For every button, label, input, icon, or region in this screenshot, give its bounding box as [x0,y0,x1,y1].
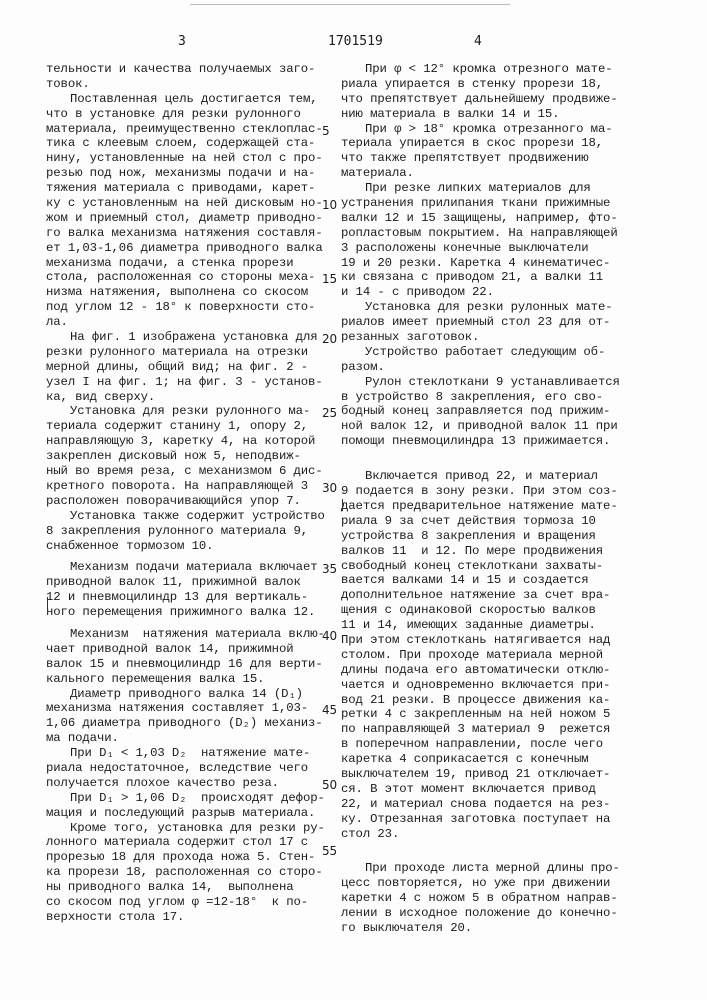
line-text: что также препятствует продвижению [341,151,589,165]
line-text: валок 15 и пневмоцилиндр 16 для верти- [46,657,323,671]
paragraph [341,345,631,375]
paragraph [46,509,336,554]
line-text: ся. В этот момент включается привод [341,782,596,796]
line-text: ку с установленным на ней дисковым но- [46,196,323,210]
text-line [46,375,336,390]
line-text: вается валками 14 и 15 и создается [341,573,589,587]
line-text: лонного материала содержит стол 17 с [46,835,308,849]
paragraph [46,560,336,620]
line-text: вод 21 резки. В процессе движения ка- [341,693,610,707]
line-text: мерной длины, общий вид; на фиг. 2 - [46,360,308,374]
paragraph [46,627,336,687]
text-line [341,484,631,499]
line-text: столом. При проходе материала мерной [341,648,603,662]
line-text: механизма натяжения составляет 1,03- [46,701,308,715]
text-line [341,315,631,330]
text-line [341,92,631,107]
text-line [46,345,336,360]
text-line [341,906,631,921]
text-line [46,701,336,716]
text-line [341,797,631,812]
text-line [46,835,336,850]
line-text: ропластовым покрытием. На направляющей [341,226,618,240]
line-text: ка, вид сверху. [46,390,155,404]
text-line [46,226,336,241]
text-line [341,752,631,767]
line-text: направляющую 3, каретку 4, на которой [46,434,315,448]
line-text: валков 11 и 12. По мере продвижения [341,544,603,558]
text-line [46,716,336,731]
line-text: лении в исходное положение до конечно- [341,906,618,920]
line-text: устранения прилипания ткани прижимные [341,196,610,210]
line-text: Механизм натяжения материала вклю- [70,627,325,641]
text-line [341,588,631,603]
line-text: ки связана с приводом 21, а валки 11 [341,270,603,284]
line-number-marker: 35 [322,562,337,577]
text-line [341,166,631,181]
text-line [341,891,631,906]
text-line [341,499,631,514]
text-line [46,390,336,405]
text-line [46,300,336,315]
paragraph [341,861,631,935]
margin-mark [342,499,343,511]
line-text: жом и приемный стол, диаметр приводно- [46,211,323,225]
text-line [341,782,631,797]
line-text: кретного поворота. На направляющей 3 [46,479,308,493]
paragraph [341,181,631,300]
text-line [46,404,336,419]
line-text: щения с одинаковой скоростью валков [341,603,596,617]
line-text: помощи пневмоцилиндра 13 прижимается. [341,434,610,448]
line-text: ной валок 12, и приводной валок 11 при [341,419,618,433]
line-text: в поперечном направлении, после чего [341,737,603,751]
line-number-marker: 20 [322,332,337,347]
text-line [341,345,631,360]
line-number-marker: 50 [322,778,337,793]
line-text: 9 подается в зону резки. При этом соз- [341,484,618,498]
text-line [46,92,336,107]
text-line [46,285,336,300]
line-text: стола, расположенная со стороны меха- [46,270,315,284]
text-line [341,136,631,151]
text-line [46,62,336,77]
text-line [46,880,336,895]
text-line [46,449,336,464]
text-line [341,77,631,92]
line-text: Поставленная цель достигается тем, [70,92,318,106]
text-line [341,300,631,315]
line-text: При этом стеклоткань натягивается над [341,633,610,647]
line-text: со скосом под углом φ =12-18° к по- [46,895,308,909]
line-text: длины подача его автоматически отклю- [341,663,610,677]
text-line [46,865,336,880]
right-text-column [341,62,631,936]
page-number-right: 4 [474,34,482,49]
line-text: материала. [341,166,414,180]
text-line [46,642,336,657]
text-line [46,136,336,151]
text-line [46,746,336,761]
text-line [341,390,631,405]
text-line [341,633,631,648]
line-text: чает приводной валок 14, прижимной [46,642,294,656]
line-text: бодный конец заправляется под прижим- [341,404,610,418]
line-text: При проходе листа мерной длины про- [365,861,620,875]
text-line [341,618,631,633]
line-text: каретки 4 с ножом 5 в обратном направ- [341,891,618,905]
text-line [341,573,631,588]
line-text: верхности стола 17. [46,910,184,924]
line-text: териала содержит станину 1, опору 2, [46,419,308,433]
text-line [341,648,631,663]
page-number-left: 3 [178,34,186,49]
line-text: резки рулонного материала на отрезки [46,345,308,359]
line-number-marker: 10 [322,198,337,213]
line-text: При φ > 18° кромка отрезанного ма- [365,122,613,136]
line-text: узел I на фиг. 1; на фиг. 3 - установ- [46,375,323,389]
line-number-marker: 45 [322,703,337,718]
text-line [341,693,631,708]
text-line [341,678,631,693]
paragraph [46,62,336,92]
line-text: тяжения материала с приводами, карет- [46,181,315,195]
text-line [341,529,631,544]
text-line [46,315,336,330]
text-line [46,560,336,575]
line-text: 12 и пневмоцилиндр 13 для вертикаль- [46,590,308,604]
line-number-marker: 5 [322,124,330,139]
text-line [341,226,631,241]
text-line [46,330,336,345]
paragraph [341,122,631,182]
line-text: что в установке для резки рулонного [46,107,301,121]
line-text: нину, установленные на ней стол с про- [46,151,323,165]
line-text: риалов имеет приемный стол 23 для от- [341,315,610,329]
text-line [341,876,631,891]
text-line [46,657,336,672]
line-text: расположен поворачивающийся упор 7. [46,494,301,508]
text-line [341,375,631,390]
line-text: и 14 - с приводом 22. [341,285,494,299]
text-line [341,256,631,271]
line-text: 1,06 диаметра приводного (D₂) механиз- [46,716,323,730]
paragraph [341,300,631,345]
text-line [341,434,631,449]
line-text: го валка механизма натяжения составля- [46,226,323,240]
line-text: 19 и 20 резки. Каретка 4 кинематичес- [341,256,610,270]
text-line [46,590,336,605]
line-text: 11 и 14, имеющих заданные диаметры. [341,618,596,632]
paragraph [341,62,631,122]
text-line [46,241,336,256]
text-line [46,509,336,524]
text-line [341,211,631,226]
line-text: ный во время реза, с механизмом 6 дис- [46,464,323,478]
text-line [341,285,631,300]
line-text: При φ < 12° кромка отрезного мате- [365,62,613,76]
line-text: ного перемещения прижимного валка 12. [46,605,315,619]
text-line [46,761,336,776]
line-text: разом. [341,360,385,374]
line-text: ла. [46,315,68,329]
text-line [46,791,336,806]
text-line [46,821,336,836]
line-text: Устройство работает следующим об- [365,345,605,359]
line-text: ку. Отрезанная заготовка поступает на [341,812,610,826]
text-line [46,196,336,211]
text-line [46,806,336,821]
line-text: 3 расположены конечные выключатели [341,241,589,255]
text-line [46,77,336,92]
text-line [46,627,336,642]
line-text: 22, и материал снова подается на рез- [341,797,610,811]
line-text: Рулон стеклоткани 9 устанавливается [365,375,620,389]
margin-mark [47,597,48,609]
text-line [46,539,336,554]
line-text: снабженное тормозом 10. [46,539,213,553]
line-text: ретки 4 с закрепленным на ней ножом 5 [341,707,610,721]
text-line [341,603,631,618]
line-text: Кроме того, установка для резки ру- [70,821,325,835]
text-line [46,181,336,196]
paragraph [341,469,631,841]
text-line [341,663,631,678]
text-line [46,672,336,687]
text-line [341,107,631,122]
line-text: товок. [46,77,90,91]
line-text: закреплен дисковый нож 5, неподвиж- [46,449,301,463]
line-text: материала, преимущественно стеклоплас- [46,122,323,136]
text-line [341,404,631,419]
text-line [341,559,631,574]
line-text: При D₁ > 1,06 D₂ происходят дефор- [70,791,325,805]
line-number-marker: 15 [322,272,337,287]
text-line [341,544,631,559]
line-text: приводной валок 11, прижимной валок [46,575,301,589]
text-line [46,419,336,434]
text-line [46,256,336,271]
line-text: Включается привод 22, и материал [365,469,598,483]
line-text: ет 1,03-1,06 диаметра приводного валка [46,241,323,255]
paragraph [46,687,336,747]
line-text: риала 9 за счет действия тормоза 10 [341,514,596,528]
text-line [341,419,631,434]
text-line [46,434,336,449]
text-line [341,62,631,77]
line-text: выключателем 19, привод 21 отключает- [341,767,610,781]
line-text: под углом 12 - 18° к поверхности сто- [46,300,315,314]
line-text: При D₁ < 1,03 D₂ натяжение мате- [70,746,310,760]
line-text: го выключателя 20. [341,921,472,935]
paragraph [46,92,336,330]
text-line [341,812,631,827]
line-text: получается плохое качество реза. [46,776,279,790]
line-text: Установка для резки рулонных мате- [365,300,613,314]
line-text: тельности и качества получаемых заго- [46,62,315,76]
text-line [341,921,631,936]
text-line [46,166,336,181]
text-line [341,861,631,876]
line-text: ма подачи. [46,731,119,745]
line-text: что препятствует дальнейшему продвиже- [341,92,618,106]
line-text: Установка для резки рулонного ма- [70,404,310,418]
paragraph [46,791,336,821]
line-text: цесс повторяется, но уже при движении [341,876,610,890]
scan-edge-line [190,4,510,5]
text-line [46,605,336,620]
line-text: ка прорези 18, расположенная со сторо- [46,865,323,879]
text-line [46,575,336,590]
text-line [46,850,336,865]
line-text: кального перемещения валка 15. [46,672,264,686]
text-line [46,107,336,122]
text-line [46,494,336,509]
text-line [46,360,336,375]
text-line [46,687,336,702]
line-text: мация и последующий разрыв материала. [46,806,315,820]
paragraph [46,330,336,404]
text-line [46,122,336,137]
paragraph [46,746,336,791]
line-number-marker: 40 [322,629,337,644]
text-line [341,151,631,166]
text-line [341,737,631,752]
line-text: механизма подачи, а стенка прорези [46,256,294,270]
text-line [46,731,336,746]
text-line [341,270,631,285]
text-line [46,464,336,479]
line-text: риала упирается в стенку прорези 18, [341,77,603,91]
text-line [46,270,336,285]
paragraph [46,821,336,925]
text-line [46,151,336,166]
line-text: 8 закрепления рулонного материала 9, [46,524,308,538]
line-number-marker: 55 [322,844,337,859]
line-text: устройства 8 закрепления и вращения [341,529,596,543]
line-text: чается и одновременно включается при- [341,678,610,692]
line-text: каретка 4 соприкасается с конечным [341,752,589,766]
line-text: териала упирается в скос прорези 18, [341,136,603,150]
text-line [341,767,631,782]
text-line [341,360,631,375]
line-text: ны приводного валка 14, выполнена [46,880,294,894]
line-text: нию материала в валки 14 и 15. [341,107,559,121]
text-line [341,181,631,196]
text-line [341,241,631,256]
text-line [341,707,631,722]
line-text: дается предварительное натяжение мате- [341,499,618,513]
line-text: по направляющей 3 материал 9 режется [341,722,610,736]
line-text: в устройство 8 закрепления, его сво- [341,390,603,404]
text-line [341,514,631,529]
line-text: На фиг. 1 изображена установка для [70,330,318,344]
text-line [46,776,336,791]
text-line [341,122,631,137]
line-text: свободный конец стеклоткани захваты- [341,559,603,573]
line-text: Механизм подачи материала включает [70,560,318,574]
line-text: При резке липких материалов для [365,181,591,195]
line-number-marker: 30 [322,481,337,496]
text-line [46,910,336,925]
line-text: резанных заготовок. [341,330,479,344]
paragraph [341,375,631,449]
text-line [341,330,631,345]
text-line [341,469,631,484]
line-text: Диаметр приводного валка 14 (D₁) [70,687,303,701]
line-text: риала недостаточное, вследствие чего [46,761,308,775]
line-text: тика с клеевым слоем, содержащей ста- [46,136,315,150]
text-line [46,479,336,494]
line-text: резью под нож, механизмы подачи и на- [46,166,315,180]
line-text: стол 23. [341,827,399,841]
line-text: низма натяжения, выполнена со скосом [46,285,308,299]
text-line [341,827,631,842]
line-text: прорезью 18 для прохода ножа 5. Стен- [46,850,315,864]
text-line [46,524,336,539]
text-line [341,196,631,211]
left-text-column [46,62,336,925]
line-text: дополнительное натяжение за счет вра- [341,588,610,602]
line-text: валки 12 и 15 защищены, например, фто- [341,211,618,225]
text-line [46,211,336,226]
line-text: Установка также содержит устройство [70,509,325,523]
text-line [46,895,336,910]
line-number-marker: 25 [322,406,337,421]
text-line [341,722,631,737]
paragraph [46,404,336,508]
patent-number: 1701519 [328,34,383,49]
